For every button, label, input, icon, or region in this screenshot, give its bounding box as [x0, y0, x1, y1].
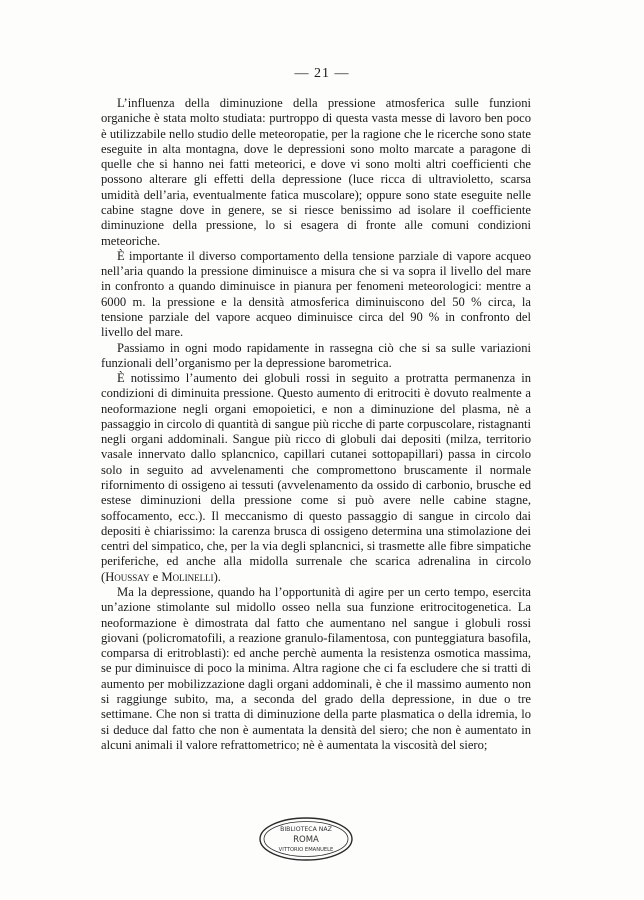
library-stamp — [258, 816, 354, 862]
body-text — [101, 96, 531, 753]
citation: (Houssay e Molinelli). — [101, 569, 221, 584]
paragraph-pressure-studies: L’influenza della diminuzione della pressione atmosferica sulle funzioni organiche è stata molto studiata: purtroppo di questa vasta messe di lavoro ben poco è utilizzabile nello studio delle meteoropatie, per la ragione che le ricerche sono state eseguite in alta montagna, dove le depressioni sono molto marcate a paragone di quelle che si hanno nei fatti meteorici, e dove vi sono molti altri coefficienti che possono alterare gli effetti della depressione (luce ricca di ultravioletto, scarsa umidità dell’aria, eventualmente fatica muscolare); oppure sono state eseguite nelle cabine stagne dove in genere, se si riesce benissimo ad isolare il coefficiente diminuzione della pressione, lo si esagera di fronte alle comuni condizioni meteoriche. — [101, 96, 531, 248]
stamp-line-2: ROMA — [293, 835, 319, 845]
stamp-line-3: VITTORIO EMANUELE — [278, 847, 334, 853]
paragraph-red-cells — [101, 371, 531, 585]
page-number: — 21 — — [294, 66, 350, 81]
paragraph-review-intro: Passiamo in ogni modo rapidamente in rassegna ciò che si sa sulle variazioni funzionali dell’organismo per la depressione barometrica. — [101, 340, 531, 370]
stamp-line-1: BIBLIOTECA NAZ — [280, 826, 332, 833]
citation-author-houssay: Houssay — [105, 569, 150, 584]
citation-author-molinelli: Molinelli — [161, 569, 214, 584]
paragraph-vapor-tension: È importante il diverso comportamento della tensione parziale di vapore acqueo nell’aria quando la pressione diminuisce a misura che si va sopra il livello del mare in confronto a quando diminuisce in pianura per fenomeni meteorologici: mentre a 6000 m. la pressione e la densità atmosferica diminuiscono del 50 % circa, la tensione parziale del vapore acqueo diminuisce circa del 90 % in confronto del livello del mare. — [101, 248, 531, 340]
library-stamp-seal — [258, 816, 354, 862]
paragraph-bone-marrow: Ma la depressione, quando ha l’opportunità di agire per un certo tempo, esercita un’azione stimolante sul midollo osseo nella sua funzione eritrocitogenetica. La neoformazione è dimostrata dal fatto che aumentano nel sangue i globuli rossi giovani (policromatofili, a reazione granulo-filamentosa, con punteggiatura basofila, comparsa di eritroblasti): ed anche perchè aumenta la resistenza osmotica massima, se pur diminuisce di poco la minima. Altra ragione che ci fa escludere che si tratti di aumento per mobilizzazione dagli organi addominali, è che il massimo aumento non si raggiunge subito, ma, a seconda del grado della depressione, in due o tre settimane. Che non si tratta di diminuzione della parte plasmatica o della idremia, lo si deduce dal fatto che non è aumentata la densità del siero; che non è aumentato in alcuni animali il valore refrattometrico; nè è aumentata la viscosità del siero; — [101, 585, 531, 752]
paragraph-red-cells-text: È notissimo l’aumento dei globuli rossi in seguito a protratta permanenza in condizioni di diminuita pressione. Questo aumento di eritrociti è dovuto realmente a neoformazione negli organi emopoietici, e non a diminuzione del plasma, nè a passaggio in circolo di quantità di sangue più ricche di parte corpuscolare, ristagnanti negli organi addominali. Sangue più ricco di globuli dai depositi (milza, territorio vasale innervato dallo splancnico, capillari cutanei sottopapillari) passa in circolo solo in seguito ad avvelenamenti che compromettono bruscamente il normale rifornimento di ossigeno ai tessuti (avvelenamento da ossido di carbonio, brusche ed estese diminuzioni della pressione come si può avere nelle cabine stagne, soffocamento, ecc.). Il meccanismo di questo passaggio di sangue in circolo dai depositi è chiarissimo: la carenza brusca di ossigeno determina una stimolazione dei centri del simpatico, che, per la via degli splancnici, si trasmette alle fibre simpatiche periferiche, ed anche alla midolla surrenale che scarica adrenalina in circolo — [101, 371, 531, 569]
